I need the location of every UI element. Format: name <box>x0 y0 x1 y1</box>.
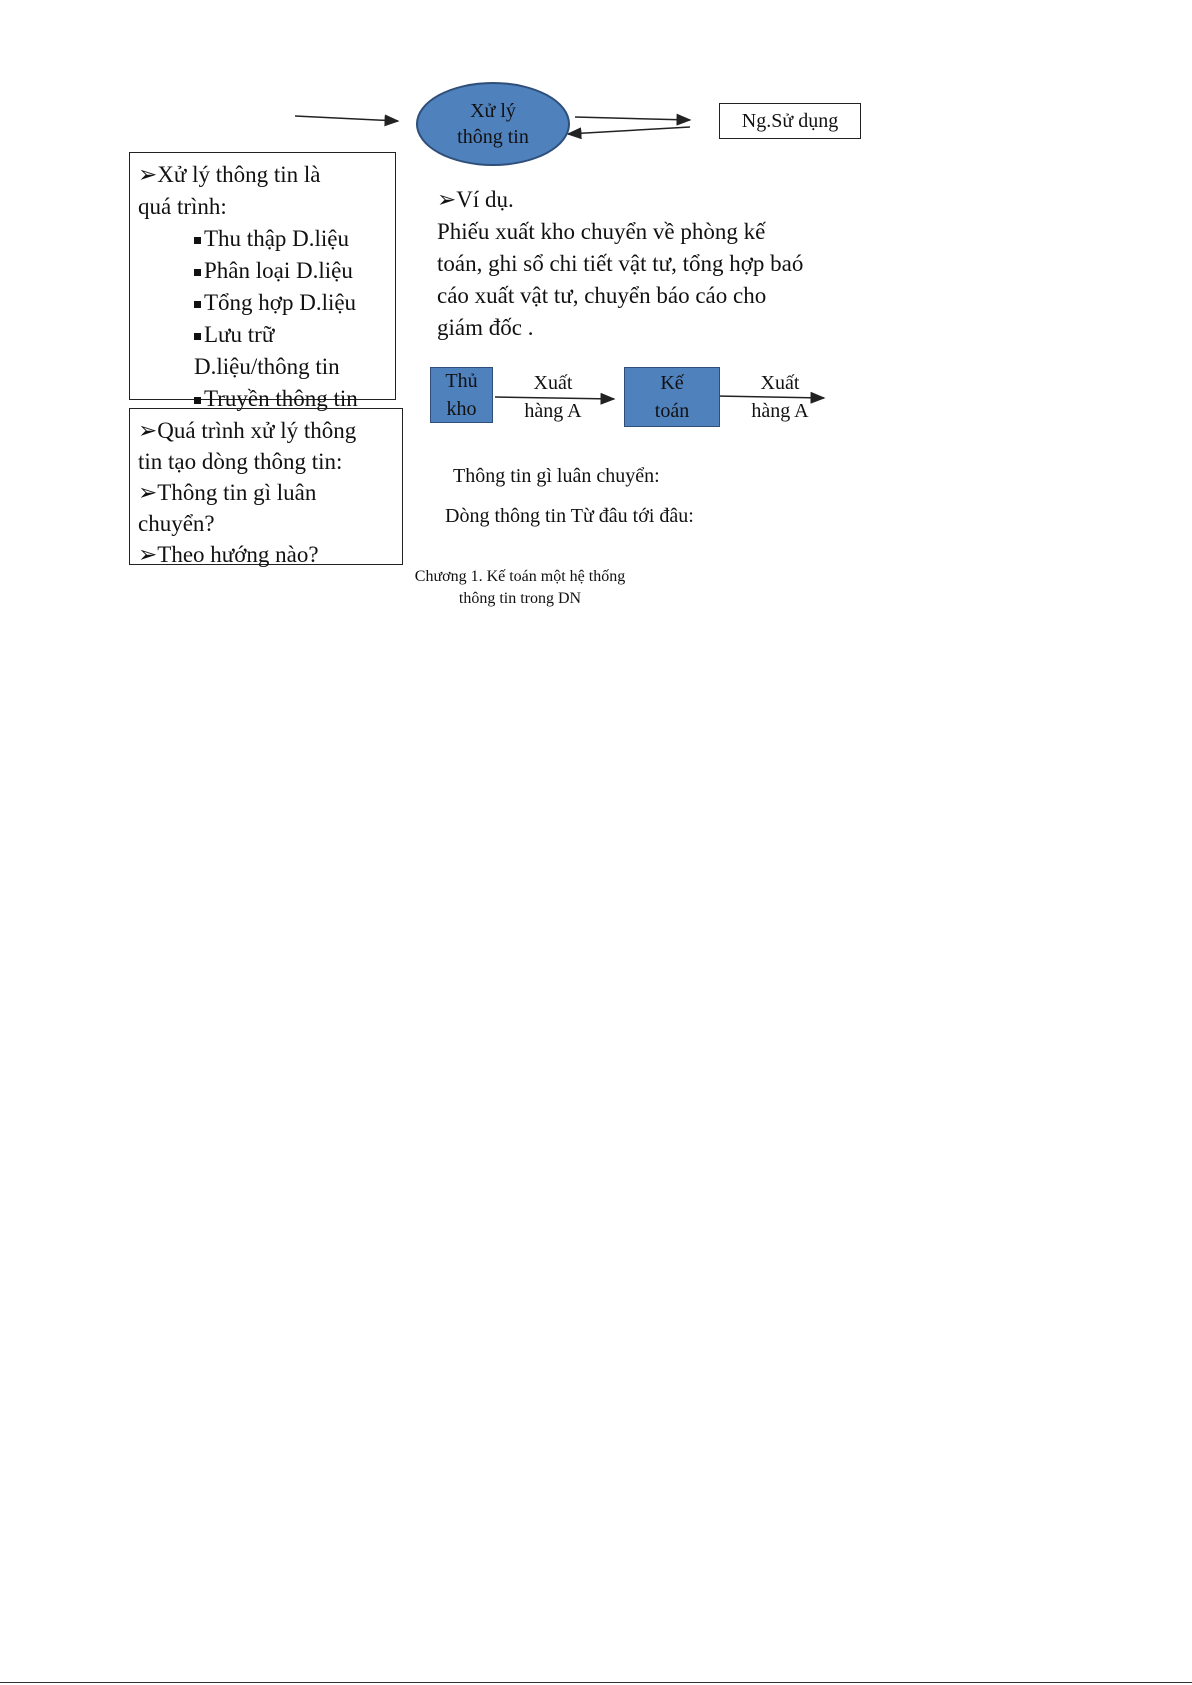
flow-node-accounting: Kế toán <box>624 367 720 427</box>
feedback-arrow <box>568 127 690 134</box>
question-flow-direction: Dòng thông tin Từ đâu tới đâu: <box>445 505 694 527</box>
flow-box-line4: chuyển? <box>138 511 215 536</box>
process-steps-heading-line1: ➢Xử lý thông tin là <box>138 162 321 187</box>
flow-box-line2: tin tạo dòng thông tin: <box>138 449 343 474</box>
input-arrow <box>295 116 398 121</box>
process-step-item: Thu thập D.liệu <box>138 223 395 255</box>
page-bottom-divider <box>0 1682 1192 1683</box>
square-bullet-icon <box>194 269 201 276</box>
process-node <box>416 82 570 166</box>
output-arrow <box>575 117 690 120</box>
process-step-item: Tổng hợp D.liệu <box>138 287 395 319</box>
square-bullet-icon <box>194 333 201 340</box>
arrow-bullet-icon: ➢ <box>437 187 457 212</box>
question-what-information: Thông tin gì luân chuyển: <box>453 465 660 487</box>
process-node-line1: Xử lý <box>470 100 516 122</box>
information-flow-box <box>129 408 403 565</box>
flow-box-line1: ➢Quá trình xử lý thông <box>138 418 357 443</box>
user-node <box>719 103 861 139</box>
example-line: giám đốc . <box>437 315 534 340</box>
process-steps-heading-line2: quá trình: <box>138 194 227 219</box>
process-step-item: Truyền thông tin <box>138 383 395 415</box>
flow-edge-label-1: Xuất hàng A <box>524 372 582 422</box>
flow-node-warehouse: Thủ kho <box>430 367 493 423</box>
example-text <box>437 184 897 344</box>
example-heading: ➢Ví dụ. <box>437 187 514 212</box>
example-line: cáo xuất vật tư, chuyển báo cáo cho <box>437 283 767 308</box>
example-line: Phiếu xuất kho chuyển về phòng kế <box>437 219 766 244</box>
square-bullet-icon <box>194 397 201 404</box>
chapter-caption: Chương 1. Kế toán một hệ thống thông tin trong DN <box>414 568 626 607</box>
square-bullet-icon <box>194 237 201 244</box>
flow-box-line5: ➢Theo hướng nào? <box>138 542 319 567</box>
arrow-bullet-icon: ➢ <box>138 418 158 443</box>
arrow-bullet-icon: ➢ <box>138 162 158 187</box>
flow-box-line3: ➢Thông tin gì luân <box>138 480 317 505</box>
square-bullet-icon <box>194 301 201 308</box>
arrow-bullet-icon: ➢ <box>138 480 158 505</box>
process-step-item: Lưu trữ <box>138 319 395 351</box>
process-step-item: Phân loại D.liệu <box>138 255 395 287</box>
process-node-line2: thông tin <box>457 126 529 148</box>
process-steps-box <box>129 152 396 411</box>
user-node-label: Ng.Sử dụng <box>741 109 839 132</box>
example-line: toán, ghi sổ chi tiết vật tư, tổng hợp baó <box>437 251 804 276</box>
flow-edge-label-2: Xuất hàng A <box>751 372 809 422</box>
process-step-item-continuation: D.liệu/thông tin <box>194 354 340 379</box>
arrow-bullet-icon: ➢ <box>138 542 158 567</box>
